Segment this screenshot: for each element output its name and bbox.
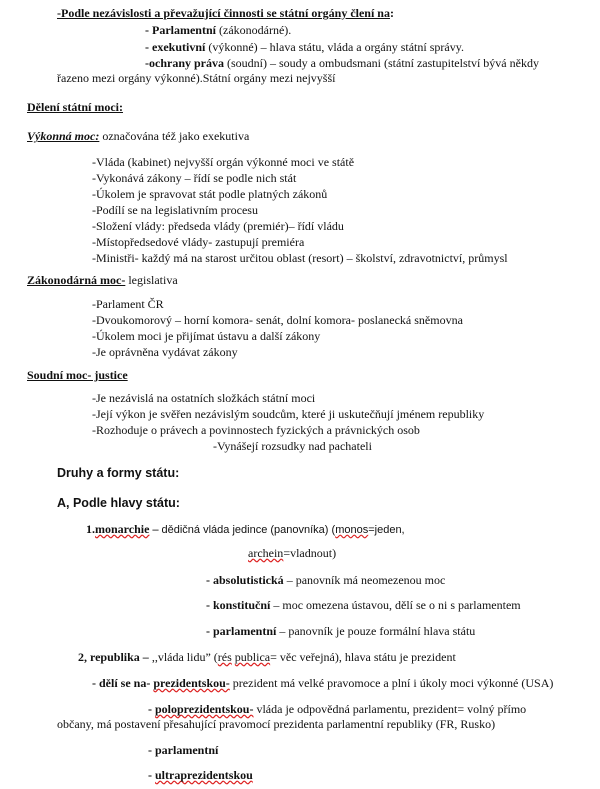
republika-ultra: - ultraprezidentskou [148,768,253,782]
vykonna-heading: Výkonná moc: označována též jako exekutiva [27,129,250,143]
vykonna-item: -Úkolem je spravovat stát podle platných zákonů [92,187,328,201]
monarchie-archein: archein=vladnout) [248,546,337,560]
soudni-item: -Vynášejí rozsudky nad pachateli [213,439,372,453]
republika-polo: - poloprezidentskou- vláda je odpovědná parlamentu, prezident= volný přímo [148,702,527,716]
soudni-item: -Její výkon je svěřen nezávislým soudcům, které ji uskutečňují jménem republiky [92,407,485,421]
republika-deli: - dělí se na- prezidentskou- prezident má velké pravomoce a plní i úkoly moci výkonné (USA) [92,676,554,690]
intro-parlamentni: - Parlamentní (zákonodárné). [145,23,292,37]
vykonna-item: -Vykonává zákony – řídí se podle nich stát [92,171,297,185]
zakonodarna-item: -Úkolem moci je přijímat ústavu a další zákony [92,329,321,343]
monarchie-konstitucni: - konstituční – moc omezena ústavou, dělí se o ni s parlamentem [206,598,521,612]
vykonna-item: -Vláda (kabinet) nejvyšší orgán výkonné moci ve státě [92,155,355,169]
zakonodarna-heading: Zákonodárná moc- legislativa [27,273,178,287]
intro-heading: -Podle nezávislosti a převažující činnosti se státní orgány člení na: [57,6,394,20]
republika-parlamentni: - parlamentní [148,743,219,757]
druhy-heading: Druhy a formy státu: [57,466,180,480]
monarchie-absolutisticka: - absolutistická – panovník má neomezenou moc [206,573,446,587]
intro-ochrany-cont: řazeno mezi orgány výkonné).Státní orgány mezi nejvyšší [57,71,336,85]
zakonodarna-item: -Je oprávněna vydávat zákony [92,345,238,359]
intro-ochrany-prava: -ochrany práva (soudní) – soudy a ombudsmani (státní zastupitelství bývá někdy [145,56,539,70]
zakonodarna-item: -Parlament ČR [92,297,164,311]
monarchie-line: 1.monarchie – dědičná vláda jedince (panovníka) (monos=jeden, [86,522,405,536]
druhy-subheading: A, Podle hlavy státu: [57,496,180,510]
vykonna-item: -Složení vlády: předseda vlády (premiér)– řídí vládu [92,219,344,233]
republika-polo-cont: občany, má postavení přesahující pravomocí prezidenta parlamentní republiky (FR, Rusko) [57,717,496,731]
vykonna-item: -Ministři- každý má na starost určitou oblast (resort) – školství, zdravotnictví, průmysl [92,251,508,265]
vykonna-item: -Podílí se na legislativním procesu [92,203,258,217]
deleni-heading: Dělení státní moci: [27,100,123,114]
soudni-item: -Je nezávislá na ostatních složkách státní moci [92,391,316,405]
intro-exekutivni: - exekutivní (výkonné) – hlava státu, vláda a orgány státní správy. [145,40,464,54]
monarchie-parlamentni: - parlamentní – panovník je pouze formální hlava státu [206,624,476,638]
soudni-heading: Soudní moc- justice [27,368,128,382]
soudni-item: -Rozhoduje o právech a povinnostech fyzických a právnických osob [92,423,420,437]
vykonna-item: -Místopředsedové vlády- zastupují premiéra [92,235,305,249]
republika-line: 2, republika – ,,vláda lidu” (rés publica= věc veřejná), hlava státu je prezident [78,650,456,664]
zakonodarna-item: -Dvoukomorový – horní komora- senát, dolní komora- poslanecká sněmovna [92,313,463,327]
